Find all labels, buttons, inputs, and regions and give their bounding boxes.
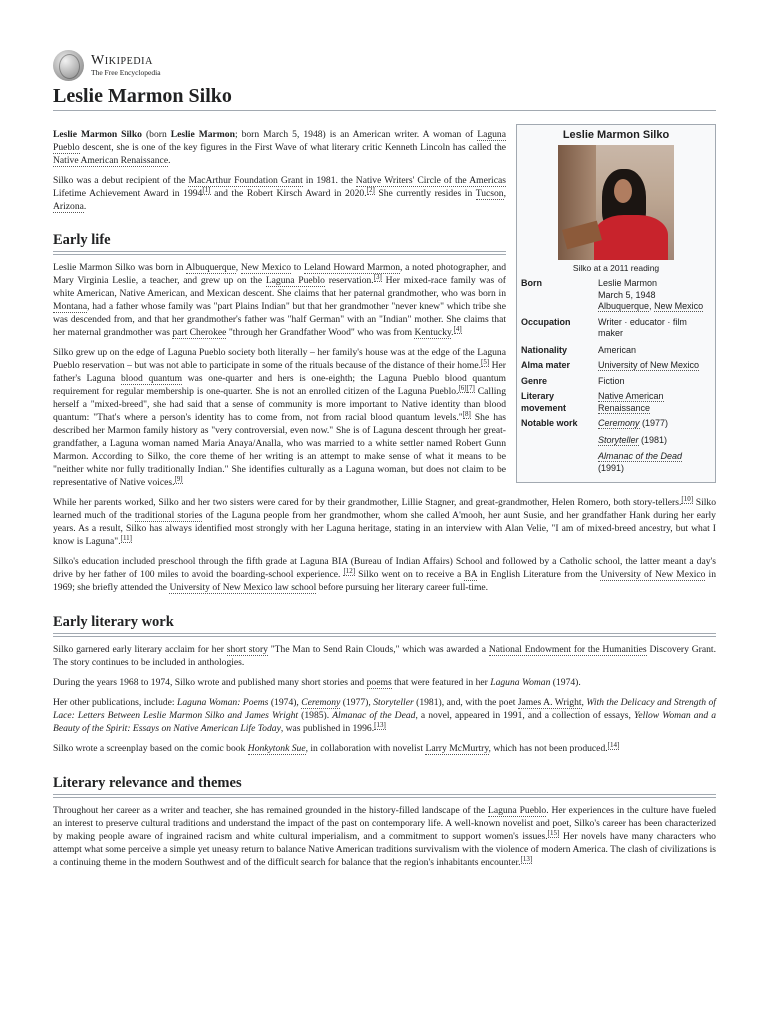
page-title: Leslie Marmon Silko xyxy=(53,84,716,111)
citation-link[interactable]: [1] xyxy=(202,185,211,194)
section-heading: Early life xyxy=(53,232,506,252)
link-montana[interactable]: Montana xyxy=(53,301,88,312)
section-heading: Literary relevance and themes xyxy=(53,775,716,795)
wikipedia-globe-icon xyxy=(53,50,84,81)
link-albuquerque[interactable]: Albuquerque xyxy=(598,301,650,311)
infobox-row-movement xyxy=(521,391,711,414)
infobox-label: Born xyxy=(521,278,542,288)
infobox-row-notable-work: Notable work Ceremony (1977) Storyteller (1981) Almanac of the Dead (1991) xyxy=(521,418,711,479)
link-short-story[interactable]: short story xyxy=(226,644,268,655)
lead-paragraph: Leslie Marmon Silko (born Leslie Marmon; born March 5, 1948) is an American writer. A woman of Laguna Pueblo descent, she is one of the key figures in the First Wave of what literary critic Kenneth Lincoln has called the Native American Renaissance. xyxy=(53,129,506,166)
link-ba[interactable]: BA xyxy=(464,569,478,580)
link-unm[interactable]: University of New Mexico xyxy=(598,360,700,370)
portrait-image[interactable] xyxy=(558,145,674,260)
citation-link[interactable]: [7] xyxy=(466,383,475,392)
infobox-label: Nationality xyxy=(521,344,568,355)
citation-link[interactable]: [15] xyxy=(547,828,560,837)
link-traditional-stories[interactable]: traditional stories xyxy=(134,510,203,521)
link-ceremony[interactable]: Ceremony xyxy=(598,418,640,428)
infobox-row-alma-mater xyxy=(521,360,711,372)
infobox-title: Leslie Marmon Silko xyxy=(562,129,670,141)
section-literary-relevance xyxy=(53,775,716,869)
link-laguna-pueblo[interactable]: Laguna Pueblo xyxy=(53,129,506,153)
infobox-row-born: Born Leslie Marmon March 5, 1948 Albuquerque, New Mexico xyxy=(521,278,711,313)
lead-paragraph: Silko was a debut recipient of the MacArthur Foundation Grant in 1981. the Native Writers' Circle of the Americas Lifetime Achievement Award in 1994[1] and the Robert Kirsch Award in 2020.[2] She currently resides in Tucson, Arizona. xyxy=(53,175,506,212)
link-neh[interactable]: National Endowment for the Humanities xyxy=(488,644,647,655)
infobox xyxy=(516,124,716,483)
citation-link[interactable]: [10] xyxy=(681,494,694,503)
link-new-mexico[interactable]: New Mexico xyxy=(654,301,704,311)
born-date: March 5, 1948 xyxy=(598,289,656,300)
citation-link[interactable]: [12] xyxy=(343,566,356,575)
citation-link[interactable]: [13] xyxy=(374,720,386,729)
occupation-value: Writer · educator · film maker xyxy=(598,316,687,338)
link-kentucky[interactable]: Kentucky xyxy=(414,327,452,338)
logo-tagline: The Free Encyclopedia xyxy=(91,68,161,77)
link-poems[interactable]: poems xyxy=(366,677,392,688)
paragraph: While her parents worked, Silko and her two sisters were cared for by their grandmother, Lillie Stagner, and great-grandmother, Helen Romero, both story-tellers.[10] Silko learned much of the traditional stories of the Laguna people from her grandmother, whom she called A'mooh, her aunt Susie, and her grandfather Hank during her early years. As a result, Silko has always identified most strongly with her Laguna heritage, stating in an interview with Alan Velie, "I am of mixed-breed ancestry, but what I know is Laguna".[11] xyxy=(53,494,716,547)
link-native-american-renaissance[interactable]: Native American Renaissance xyxy=(53,155,169,166)
paragraph: Silko garnered early literary acclaim for her short story "The Man to Send Rain Clouds," which was awarded a National Endowment for the Humanities Discovery Grant. The story continues to be included in anthologies. xyxy=(53,644,716,668)
infobox-row-nationality xyxy=(521,345,711,357)
paragraph: Her other publications, include: Laguna Woman: Poems (1974), Ceremony (1977), Storyteller (1981), and, with the poet James A. Wright, With the Delicacy and Strength of Lace: Letters Between Leslie Marmon Silko and James Wright (1985). Almanac of the Dead, a novel, appeared in 1991, and a collection of essays, Yellow Woman and a Beauty of the Spirit: Essays on Native American Life Today, was published in 1996.[13] xyxy=(53,697,716,734)
link-albuquerque[interactable]: Albuquerque xyxy=(185,262,236,273)
nationality-value: American xyxy=(598,344,637,355)
infobox-label: Genre xyxy=(521,375,548,386)
citation-link[interactable]: [8] xyxy=(462,409,471,418)
link-native-writers-circle[interactable]: Native Writers' Circle of the Americas xyxy=(355,175,506,186)
link-arizona[interactable]: Arizona xyxy=(53,201,84,212)
genre-value: Fiction xyxy=(598,375,625,386)
paragraph: Leslie Marmon Silko was born in Albuquerque, New Mexico to Leland Howard Marmon, a noted photographer, and Mary Virginia Leslie, a teacher, and grew up on the Laguna Pueblo reservation.[3] Her mixed-race family was of white American, Native American, and Mexican descent. She claims that her paternal grandmother, who was born in Montana, had a father whose family was "part Plains Indian" but that her grandmother "never knew" which tribe she was descended from, and that her grandmother's father was "half German" with an "Indian" mother. She claims that her maternal grandmother was part Cherokee "through her Grandfather Wood" who was from Kentucky.[4] xyxy=(53,262,506,338)
paragraph: During the years 1968 to 1974, Silko wrote and published many short stories and poems that were featured in her Laguna Woman (1974). xyxy=(53,677,581,688)
section-early-literary-work xyxy=(53,614,716,755)
paragraph: Silko's education included preschool through the fifth grade at Laguna BIA (Bureau of Indian Affairs) School and followed by a Catholic school, the latter meant a day's drive by her father of 100 miles to avoid the boarding-school experience. [12] Silko went on to receive a BA in English Literature from the University of New Mexico in 1969; she briefly attended the University of New Mexico law school before pursuing her literary career full-time. xyxy=(53,556,716,593)
link-macarthur[interactable]: MacArthur Foundation Grant xyxy=(188,175,303,186)
citation-link[interactable]: [5] xyxy=(481,357,490,366)
link-ceremony[interactable]: Ceremony xyxy=(301,697,341,708)
paragraph: Silko wrote a screenplay based on the comic book Honkytonk Sue, in collaboration with novelist Larry McMurtry, which has not been produced.[14] xyxy=(53,740,620,754)
link-unm[interactable]: University of New Mexico xyxy=(600,569,706,580)
citation-link[interactable]: [11] xyxy=(120,533,133,542)
citation-link[interactable]: [13] xyxy=(520,854,533,863)
link-almanac-of-the-dead[interactable]: Almanac of the Dead xyxy=(598,451,683,461)
infobox-label: Alma mater xyxy=(521,360,571,370)
link-new-mexico[interactable]: New Mexico xyxy=(240,262,292,273)
citation-link[interactable]: [3] xyxy=(373,272,382,281)
link-larry-mcmurtry[interactable]: Larry McMurtry xyxy=(425,743,489,754)
link-laguna-pueblo[interactable]: Laguna Pueblo xyxy=(487,805,547,816)
link-part-cherokee[interactable]: part Cherokee xyxy=(172,327,227,338)
link-blood-quantum[interactable]: blood quantum xyxy=(120,373,183,384)
link-native-american-renaissance[interactable]: Native American Renaissance xyxy=(598,391,664,413)
wikipedia-logo[interactable] xyxy=(53,48,716,82)
image-caption: Silko at a 2011 reading xyxy=(572,262,660,273)
link-storyteller[interactable]: Storyteller xyxy=(598,434,639,445)
paragraph: Silko grew up on the edge of Laguna Pueblo society both literally – her family's house was at the edge of the Laguna Pueblo reservation – but was not able to participate in some of the rituals because of the distance of their home.[5] Her father's Laguna blood quantum was one-quarter and hers is one-eighth; the Laguna Pueblo blood quantum requirement for regular membership is one-quarter. She is not an enrolled citizen of the Laguna Pueblo.[6][7] Calling herself a "mixed-breed", she had said that a sense of community is more important to Native identity than blood quantum: "That's where a person's identity has to come from, not from racial blood quantum levels."[8] She has described her Marmon family history as "very controversial, even now." She is of Laguna descent through her great-grandfather, a Laguna woman named Maria Anaya/Analla, who was married to a white settler named Robert Gunn Marmon. According to Silko, the core theme of her writing is an attempt to make sense of what it means to be "neither white nor fully traditionally Indian." She identifies culturally as a Laguna woman, but does not claim to be representative of Native voices.[9] xyxy=(53,347,507,488)
section-heading: Early literary work xyxy=(53,614,716,634)
infobox-row-genre xyxy=(521,376,711,388)
infobox-row-occupation xyxy=(521,317,711,340)
link-james-a-wright[interactable]: James A. Wright xyxy=(517,697,582,708)
citation-link[interactable]: [9] xyxy=(174,474,183,483)
link-tucson[interactable]: Tucson xyxy=(475,188,504,199)
logo-wordmark: Wikipedia xyxy=(91,53,153,68)
link-unm-law-school[interactable]: University of New Mexico law school xyxy=(169,582,317,593)
link-laguna-pueblo[interactable]: Laguna Pueblo xyxy=(265,275,325,286)
infobox-label: Literary movement xyxy=(521,391,567,413)
link-leland-howard-marmon[interactable]: Leland Howard Marmon xyxy=(303,262,401,273)
link-honkytonk-sue[interactable]: Honkytonk Sue xyxy=(247,743,306,754)
paragraph: Throughout her career as a writer and teacher, she has remained grounded in the history-filled landscape of the Laguna Pueblo. Her experiences in the culture have fueled an interest to preserve cultural traditions and understand the impact of the past on contemporary life. A well-known novelist and poet, Silko's career has been characterized by making people aware of ingrained racism and white cultural imperialism, and a commitment to support women's issues.[15] Her novels have many characters who attempt what some perceive a simple yet uneasy return to balance Native American traditions survivalism with the violence of modern America. The clash of civilizations is a continuing theme in the modern Southwest and of the difficult search for balance that the region's inhabitants encounter.[13] xyxy=(53,805,716,868)
infobox-label: Occupation xyxy=(521,316,571,327)
citation-link[interactable]: [2] xyxy=(366,185,375,194)
infobox-label: Notable work xyxy=(521,418,578,428)
citation-link[interactable]: [6] xyxy=(458,383,467,392)
citation-link[interactable]: [4] xyxy=(453,324,462,333)
citation-link[interactable]: [14] xyxy=(607,740,620,749)
article-page xyxy=(53,48,716,876)
born-name: Leslie Marmon xyxy=(598,278,658,288)
